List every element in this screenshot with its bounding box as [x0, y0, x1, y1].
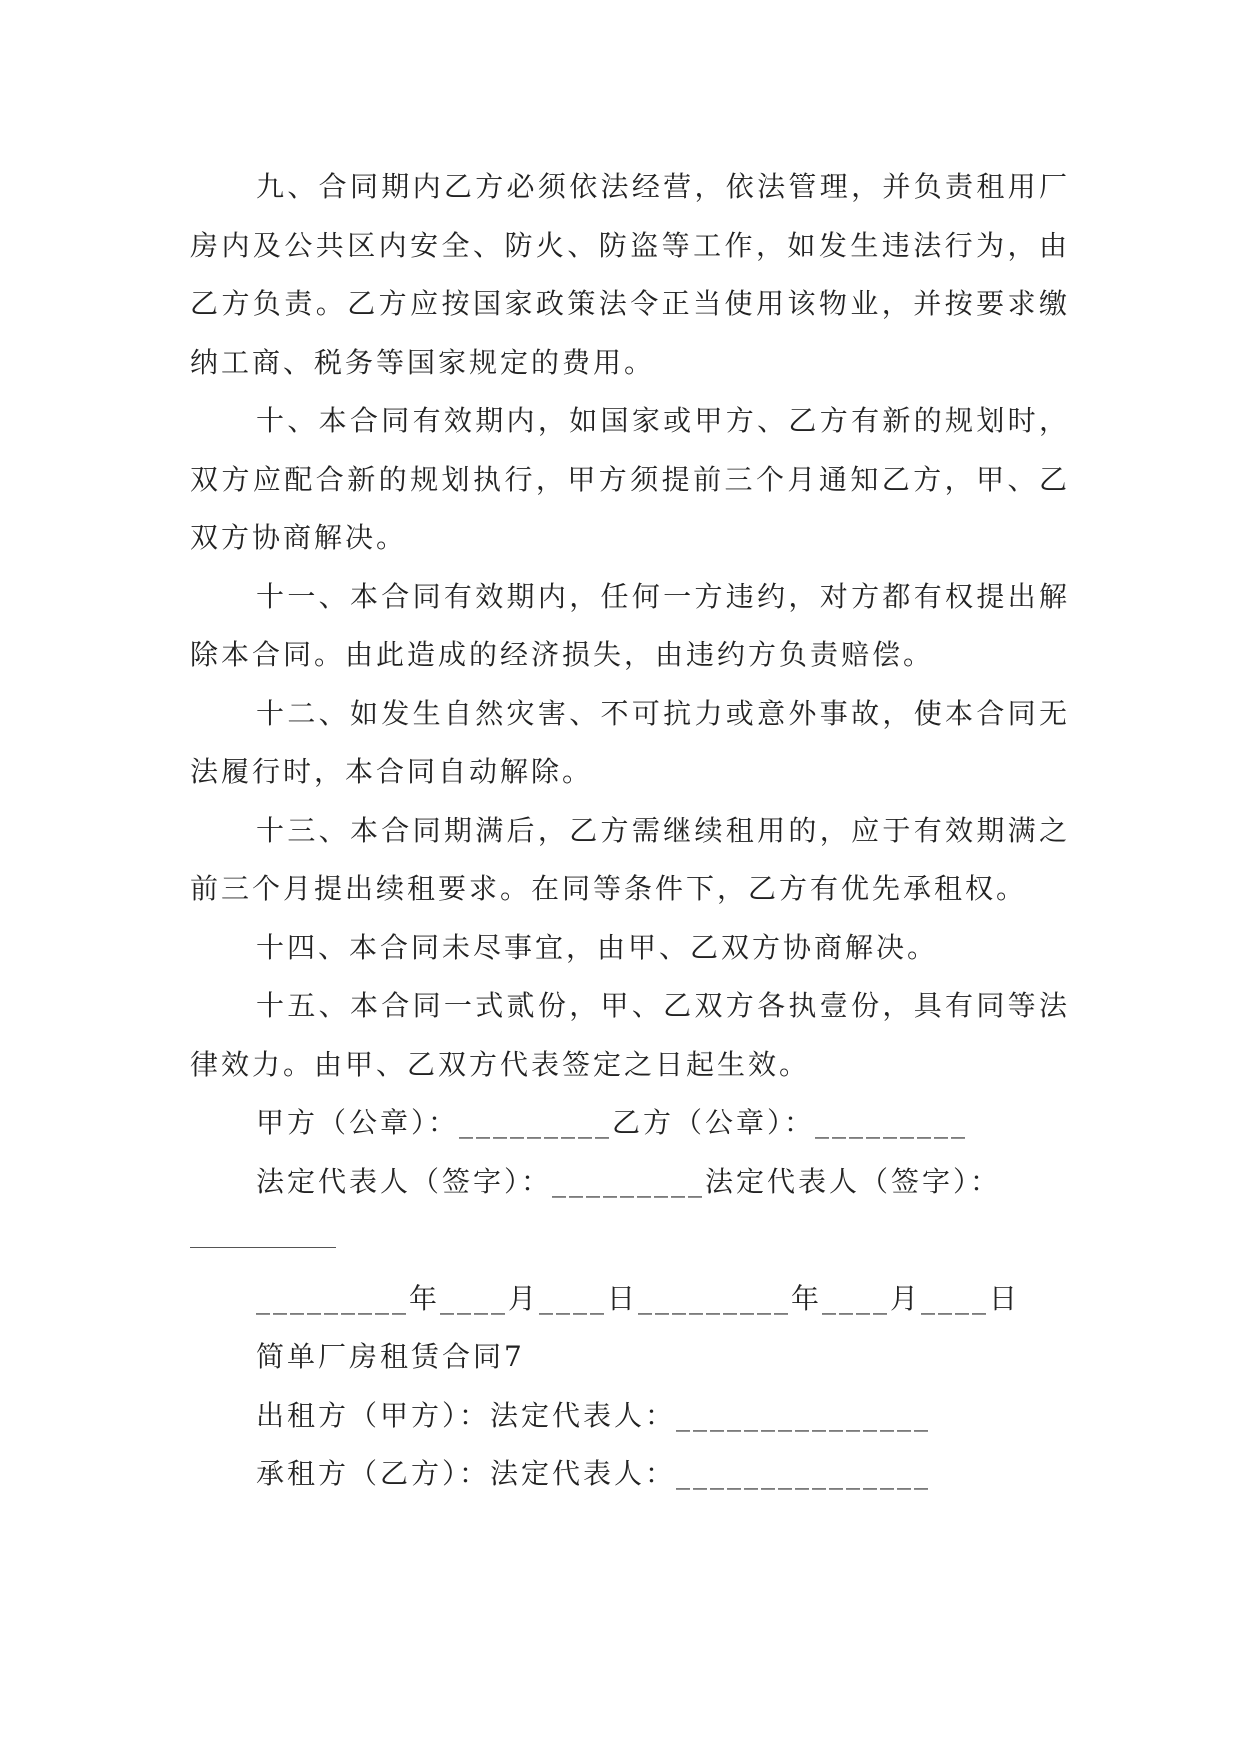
- clause-15: 十五、本合同一式贰份，甲、乙双方各执壹份，具有同等法律效力。由甲、乙双方代表签定之日起生效。: [190, 989, 1070, 1081]
- clause-11: 十一、本合同有效期内，任何一方违约，对方都有权提出解除本合同。由此造成的经济损失，由违约方负责赔偿。: [190, 579, 1070, 671]
- lessor-line: 出租方（甲方）：法定代表人：_______________: [256, 1398, 932, 1432]
- signature-rep-continuation: [190, 1211, 1070, 1270]
- document-body: [190, 158, 1070, 1504]
- clause-14: 十四、本合同未尽事宜，由甲、乙双方协商解决。: [256, 930, 939, 964]
- lessee-line: 承租方（乙方）：法定代表人：_______________: [256, 1457, 932, 1490]
- clause-12: 十二、如发生自然灾害、不可抗力或意外事故，使本合同无法履行时，本合同自动解除。: [190, 696, 1070, 788]
- clause-10: 十、本合同有效期内，如国家或甲方、乙方有新的规划时，双方应配合新的规划执行，甲方须提前三个月通知乙方，甲、乙双方协商解决。: [190, 404, 1070, 554]
- date-line: _________年____月____日_________年____月____日: [256, 1281, 1021, 1315]
- clause-13: 十三、本合同期满后，乙方需继续租用的，应于有效期满之前三个月提出续租要求。在同等条件下，乙方有优先承租权。: [190, 813, 1070, 905]
- clause-9: 九、合同期内乙方必须依法经营，依法管理，并负责租用厂房内及公共区内安全、防火、防盗等工作，如发生违法行为，由乙方负责。乙方应按国家政策法令正当使用该物业，并按要求缴纳工商、税务等国家规定的费用。: [190, 170, 1070, 379]
- signature-rep-line: 法定代表人（签字）：_________法定代表人（签字）：: [256, 1164, 1002, 1198]
- next-contract-title: 简单厂房租赁合同7: [256, 1340, 525, 1373]
- signature-blank-underline: [190, 1247, 336, 1248]
- signature-seal-line: 甲方（公章）：_________乙方（公章）：_________: [256, 1106, 969, 1139]
